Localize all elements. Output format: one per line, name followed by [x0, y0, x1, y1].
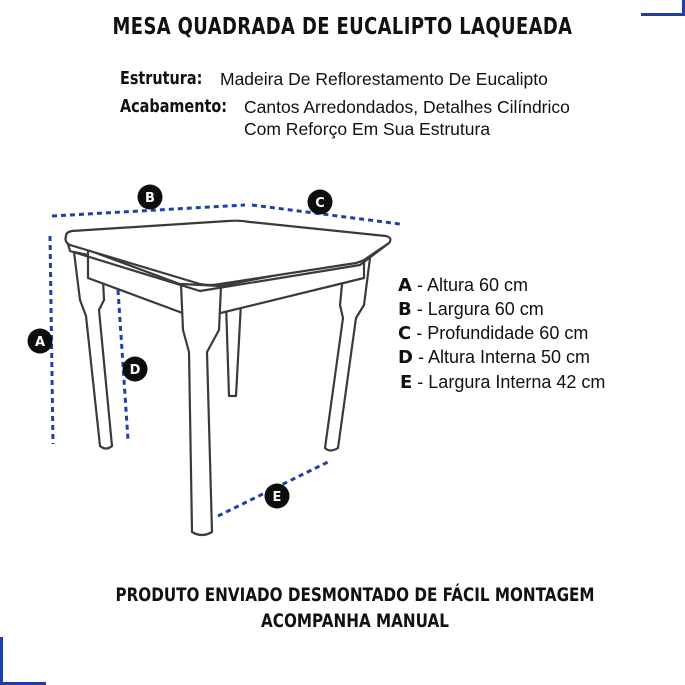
- badge-a-label: A: [34, 335, 46, 350]
- table-leg-front-center: [181, 284, 221, 535]
- badge-d-label: D: [129, 363, 141, 378]
- dimension-text: Profundidade 60 cm: [427, 323, 589, 343]
- dimension-letter: B: [398, 299, 412, 320]
- spec-finish-label: Acabamento:: [120, 96, 227, 117]
- dimension-text: Largura Interna 42 cm: [428, 372, 606, 392]
- page-title: MESA QUADRADA DE EUCALIPTO LAQUEADA: [112, 14, 573, 40]
- dimension-text: Altura Interna 50 cm: [427, 347, 591, 367]
- table-leg-back-right: [226, 303, 241, 396]
- badge-a: [28, 329, 53, 354]
- badge-c: [308, 190, 333, 215]
- spec-finish-value-line2: Com Reforço Em Sua Estrutura: [244, 119, 491, 139]
- badge-e: [265, 484, 290, 509]
- dimension-item-a: [398, 275, 528, 296]
- dimension-letter: E: [400, 372, 413, 393]
- dimension-separator: -: [411, 323, 428, 343]
- dimension-letter: D: [398, 347, 413, 368]
- badge-b-label: B: [145, 191, 155, 206]
- dimension-item-c: [398, 323, 588, 344]
- dimension-separator: -: [412, 372, 429, 392]
- dimension-letter: C: [398, 323, 412, 344]
- spec-structure-label: Estrutura:: [120, 68, 203, 89]
- badge-d: [123, 357, 148, 382]
- badge-e-label: E: [272, 490, 282, 505]
- badge-b: [138, 185, 163, 210]
- dimension-separator: -: [411, 275, 427, 295]
- badge-c-label: C: [315, 196, 325, 211]
- dimension-separator: -: [411, 299, 428, 319]
- dimension-item-d: [398, 347, 590, 368]
- spec-finish-value-line1: Cantos Arredondados, Detalhes Cilíndrico: [244, 97, 570, 117]
- dimension-letter: A: [398, 275, 412, 296]
- footer-line-1: PRODUTO ENVIADO DESMONTADO DE FÁCIL MONTAGEM: [115, 584, 595, 606]
- dimension-text: Largura 60 cm: [427, 299, 544, 319]
- dimension-item-e: [400, 372, 605, 393]
- dimension-text: Altura 60 cm: [426, 275, 528, 295]
- spec-structure-value: Madeira De Reflorestamento De Eucalipto: [220, 69, 548, 89]
- dimension-separator: -: [412, 347, 428, 367]
- dimension-item-b: [398, 299, 544, 320]
- footer-line-2: ACOMPANHA MANUAL: [261, 610, 449, 632]
